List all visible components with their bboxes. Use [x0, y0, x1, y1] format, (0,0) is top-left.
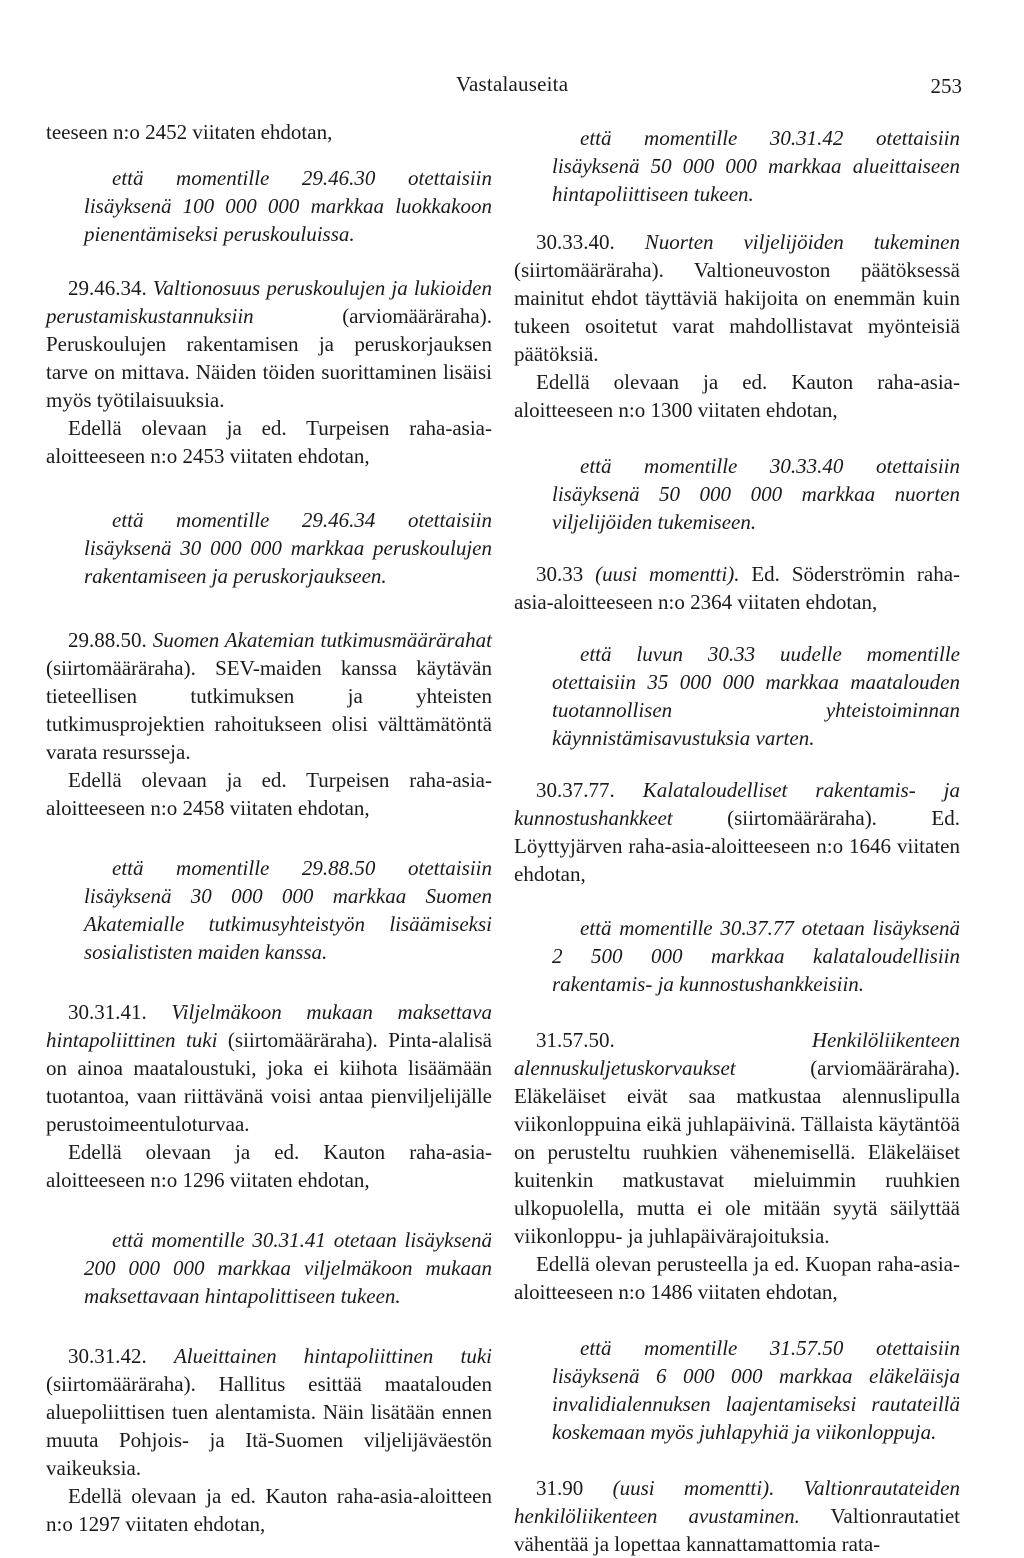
- proposal: että momentille 30.31.41 otetaan lisäyksenä 200 000 000 markkaa viljelmäkoon mukaan maksettavaan hintapolittiseen tukeen.: [84, 1228, 492, 1308]
- section-number: 30.37.77.: [536, 778, 643, 802]
- paragraph: teeseen n:o 2452 viitaten ehdotan,: [46, 120, 333, 144]
- paragraph: [46, 1342, 492, 1482]
- paragraph: [514, 560, 960, 616]
- section-number: 29.46.34.: [68, 276, 153, 300]
- section-number: 30.33: [536, 562, 596, 586]
- section-title: Alueittainen hintapoliittinen tuki: [173, 1344, 492, 1368]
- section-number: 30.31.41.: [68, 1000, 172, 1024]
- paragraph-text: (siirtomääräraha). Pinta-alalisä on ainoa maataloustuki, joka ei kiihota lisäämään tuotantoa, vaan riittävänä voisi antaa pienviljelijälle perustoimeentuloturvaa.: [46, 1028, 492, 1136]
- proposal: että momentille 30.37.77 otetaan lisäyksenä 2 500 000 markkaa kalataloudellisiin rakentamis- ja kunnostushankkeisiin.: [552, 916, 960, 996]
- page-number: 253: [930, 74, 962, 98]
- paragraph: [46, 626, 492, 766]
- paragraph-text: (arviomääräraha). Eläkeläiset eivät saa matkustaa alennuslipulla viikonloppuina eikä juhlapäivinä. Tällaista käytäntöä on perusteltu ruuhkien vähenemisellä. Eläkeläiset kuitenkin matkustavat mieluimmin ruuhkien ulkopuolella, mutta ei ole mitään syytä säilyttää viikonloppu- ja juhlapäivärajoituksia.: [514, 1056, 960, 1248]
- paragraph-text: (siirtomääräraha). Hallitus esittää maatalouden aluepoliittisen tuen alentamista. Näin lisätään ennen muuta Pohjois- ja Itä-Suomen viljelijäväestön vaikeuksia.: [46, 1372, 492, 1480]
- proposal: että momentille 29.46.30 otettaisiin lisäyksenä 100 000 000 markkaa luokkakoon pienentämiseksi peruskouluissa.: [84, 166, 492, 246]
- right-column: [514, 118, 960, 1558]
- section-title: Nuorten viljelijöiden tukeminen: [644, 230, 960, 254]
- left-column: [46, 118, 492, 1538]
- section-number: 30.31.42.: [68, 1344, 174, 1368]
- section-title: Kalataloudelliset rakentamis- ja kunnostushankkeet: [514, 778, 961, 830]
- section-title: Viljelmäkoon mukaan maksettava hintapoliittinen tuki: [46, 1000, 492, 1052]
- paragraph-text: Valtionrautatiet vähentää ja lopettaa kannattamattomia rata-: [514, 1504, 960, 1556]
- paragraph: [46, 998, 492, 1138]
- section-number: 30.33.40.: [536, 230, 645, 254]
- section-number: 31.57.50.: [536, 1028, 812, 1052]
- proposal: että momentille 30.33.40 otettaisiin lisäyksenä 50 000 000 markkaa nuorten viljelijöiden tukemiseen.: [552, 454, 960, 534]
- paragraph-text: (siirtomääräraha). SEV-maiden kanssa käytävän tieteellisen tutkimuksen ja yhteisten tutkimusprojektien rahoitukseen olisi välttämätöntä varata resursseja.: [46, 656, 492, 764]
- section-number: 31.90: [536, 1476, 613, 1500]
- paragraph-text: (siirtomääräraha). Ed. Löyttyjärven raha-asia-aloitteeseen n:o 1646 viitaten ehdotan,: [514, 806, 960, 886]
- section-title: (uusi momentti).: [595, 562, 740, 586]
- paragraph: [514, 228, 960, 368]
- running-header: Vastalauseita: [456, 72, 569, 96]
- paragraph: Edellä olevaan ja ed. Kauton raha-asia-aloitteeseen n:o 1296 viitaten ehdotan,: [46, 1140, 492, 1192]
- paragraph: Edellä olevaan ja ed. Kauton raha-asia-aloitteen n:o 1297 viitaten ehdotan,: [46, 1484, 492, 1536]
- paragraph: Edellä olevan perusteella ja ed. Kuopan raha-asia-aloitteeseen n:o 1486 viitaten ehdotan,: [514, 1252, 960, 1304]
- proposal: että momentille 30.31.42 otettaisiin lisäyksenä 50 000 000 markkaa alueittaiseen hintapoliittiseen tukeen.: [552, 126, 960, 206]
- paragraph: [46, 274, 492, 414]
- section-title: Henkilöliikenteen alennuskuljetuskorvaukset: [514, 1028, 960, 1080]
- paragraph: [514, 776, 960, 888]
- paragraph: Edellä olevaan ja ed. Kauton raha-asia-aloitteeseen n:o 1300 viitaten ehdotan,: [514, 370, 960, 422]
- proposal: että momentille 29.46.34 otettaisiin lisäyksenä 30 000 000 markkaa peruskoulujen rakentamiseen ja peruskorjaukseen.: [84, 508, 492, 588]
- paragraph: Edellä olevaan ja ed. Turpeisen raha-asia-aloitteeseen n:o 2458 viitaten ehdotan,: [46, 768, 492, 820]
- paragraph-text: Ed. Söderströmin raha-asia-aloitteeseen n:o 2364 viitaten ehdotan,: [514, 562, 961, 614]
- section-title: Valtionosuus peruskoulujen ja lukioiden perustamiskustannuksiin: [46, 276, 492, 328]
- paragraph: Edellä olevaan ja ed. Turpeisen raha-asia-aloitteeseen n:o 2453 viitaten ehdotan,: [46, 416, 492, 468]
- paragraph: [514, 1474, 960, 1558]
- paragraph-text: (siirtomääräraha). Valtioneuvoston päätöksessä mainitut ehdot täyttäviä hakijoita on enemmän kuin tukeen osoitetut varat mahdollistavat myönteisiä päätöksiä.: [514, 258, 960, 366]
- paragraph-text: (arviomääräraha). Peruskoulujen rakentamisen ja peruskorjauksen tarve on mittava. Näiden töiden suorittaminen lisäisi myös työtilaisuuksia.: [46, 304, 492, 412]
- section-number: 29.88.50.: [68, 628, 153, 652]
- section-title: Suomen Akatemian tutkimusmäärärahat: [152, 628, 493, 652]
- proposal: että luvun 30.33 uudelle momentille otettaisiin 35 000 000 markkaa maatalouden tuotannollisen yhteistoiminnan käynnistämisavustuksia varten.: [552, 642, 960, 750]
- section-title: (uusi momentti). Valtionrautateiden henkilöliikenteen avustaminen.: [514, 1476, 960, 1528]
- paragraph: [514, 1026, 960, 1250]
- proposal: että momentille 29.88.50 otettaisiin lisäyksenä 30 000 000 markkaa Suomen Akatemialle tutkimusyhteistyön lisäämiseksi sosialististen maiden kanssa.: [84, 856, 492, 964]
- proposal: että momentille 31.57.50 otettaisiin lisäyksenä 6 000 000 markkaa eläkeläisja invalidialennuksen laajentamiseksi rautateillä koskemaan myös juhlapyhiä ja viikonloppuja.: [552, 1336, 960, 1444]
